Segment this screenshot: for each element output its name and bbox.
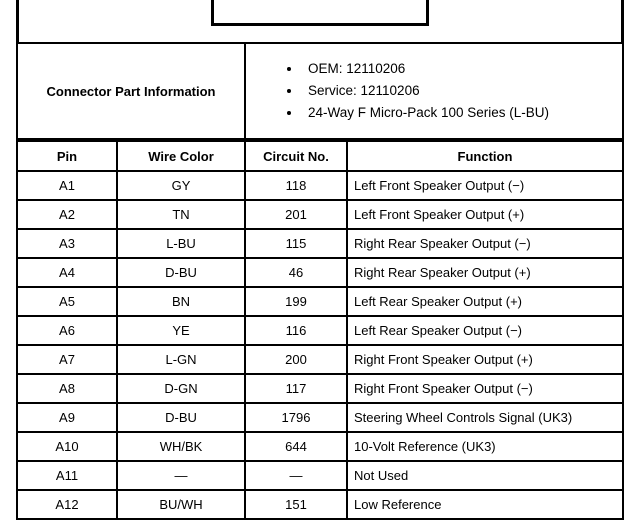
cell-pin: A11	[17, 461, 117, 490]
cell-wire: YE	[117, 316, 245, 345]
cell-circuit: 117	[245, 374, 347, 403]
table-header-row	[17, 141, 623, 171]
cell-circuit: 151	[245, 490, 347, 519]
cell-function: 10-Volt Reference (UK3)	[347, 432, 623, 461]
cell-function: Steering Wheel Controls Signal (UK3)	[347, 403, 623, 432]
table-row	[17, 258, 623, 287]
table-row	[17, 287, 623, 316]
cell-pin: A9	[17, 403, 117, 432]
column-header-wire-color: Wire Color	[117, 141, 245, 171]
cell-pin: A7	[17, 345, 117, 374]
column-header-function: Function	[347, 141, 623, 171]
cell-pin: A12	[17, 490, 117, 519]
table-row	[17, 432, 623, 461]
cell-pin: A6	[17, 316, 117, 345]
pinout-table	[16, 140, 624, 520]
table-row	[17, 490, 623, 519]
cell-function: Left Front Speaker Output (−)	[347, 171, 623, 200]
cell-function: Right Front Speaker Output (−)	[347, 374, 623, 403]
cell-circuit: —	[245, 461, 347, 490]
cell-pin: A2	[17, 200, 117, 229]
table-row	[17, 403, 623, 432]
cell-wire: L-GN	[117, 345, 245, 374]
connector-part-information-table	[16, 42, 624, 140]
column-header-circuit-no: Circuit No.	[245, 141, 347, 171]
cell-wire: WH/BK	[117, 432, 245, 461]
cell-circuit: 115	[245, 229, 347, 258]
cell-pin: A8	[17, 374, 117, 403]
table-row	[17, 374, 623, 403]
cell-circuit: 46	[245, 258, 347, 287]
cell-wire: GY	[117, 171, 245, 200]
cell-circuit: 199	[245, 287, 347, 316]
table-row	[17, 229, 623, 258]
cell-wire: D-BU	[117, 403, 245, 432]
cell-pin: A4	[17, 258, 117, 287]
cell-function: Left Front Speaker Output (+)	[347, 200, 623, 229]
column-header-pin: Pin	[17, 141, 117, 171]
connector-part-information-values	[245, 43, 623, 139]
cell-function: Low Reference	[347, 490, 623, 519]
cell-circuit: 201	[245, 200, 347, 229]
cell-circuit: 644	[245, 432, 347, 461]
table-row	[17, 316, 623, 345]
cell-function: Right Front Speaker Output (+)	[347, 345, 623, 374]
cell-circuit: 1796	[245, 403, 347, 432]
cell-function: Right Rear Speaker Output (−)	[347, 229, 623, 258]
cell-circuit: 200	[245, 345, 347, 374]
cell-function: Left Rear Speaker Output (+)	[347, 287, 623, 316]
connector-illustration	[16, 0, 624, 42]
connector-part-information-label: Connector Part Information	[17, 43, 245, 139]
cell-wire: —	[117, 461, 245, 490]
cell-pin: A1	[17, 171, 117, 200]
cell-function: Not Used	[347, 461, 623, 490]
cell-wire: L-BU	[117, 229, 245, 258]
cell-wire: D-BU	[117, 258, 245, 287]
cell-wire: BU/WH	[117, 490, 245, 519]
cell-circuit: 116	[245, 316, 347, 345]
cell-wire: TN	[117, 200, 245, 229]
cell-wire: BN	[117, 287, 245, 316]
cell-wire: D-GN	[117, 374, 245, 403]
table-row	[17, 200, 623, 229]
table-row	[17, 345, 623, 374]
cell-pin: A5	[17, 287, 117, 316]
cell-circuit: 118	[245, 171, 347, 200]
cell-function: Right Rear Speaker Output (+)	[347, 258, 623, 287]
connector-part-service: • Service: 12110206	[302, 80, 622, 102]
table-row	[17, 171, 623, 200]
cell-pin: A10	[17, 432, 117, 461]
connector-diagram-body	[211, 0, 429, 26]
connector-part-description: • 24-Way F Micro-Pack 100 Series (L-BU)	[302, 102, 622, 124]
cell-pin: A3	[17, 229, 117, 258]
cell-function: Left Rear Speaker Output (−)	[347, 316, 623, 345]
connector-part-oem: • OEM: 12110206	[302, 58, 622, 80]
table-row	[17, 461, 623, 490]
